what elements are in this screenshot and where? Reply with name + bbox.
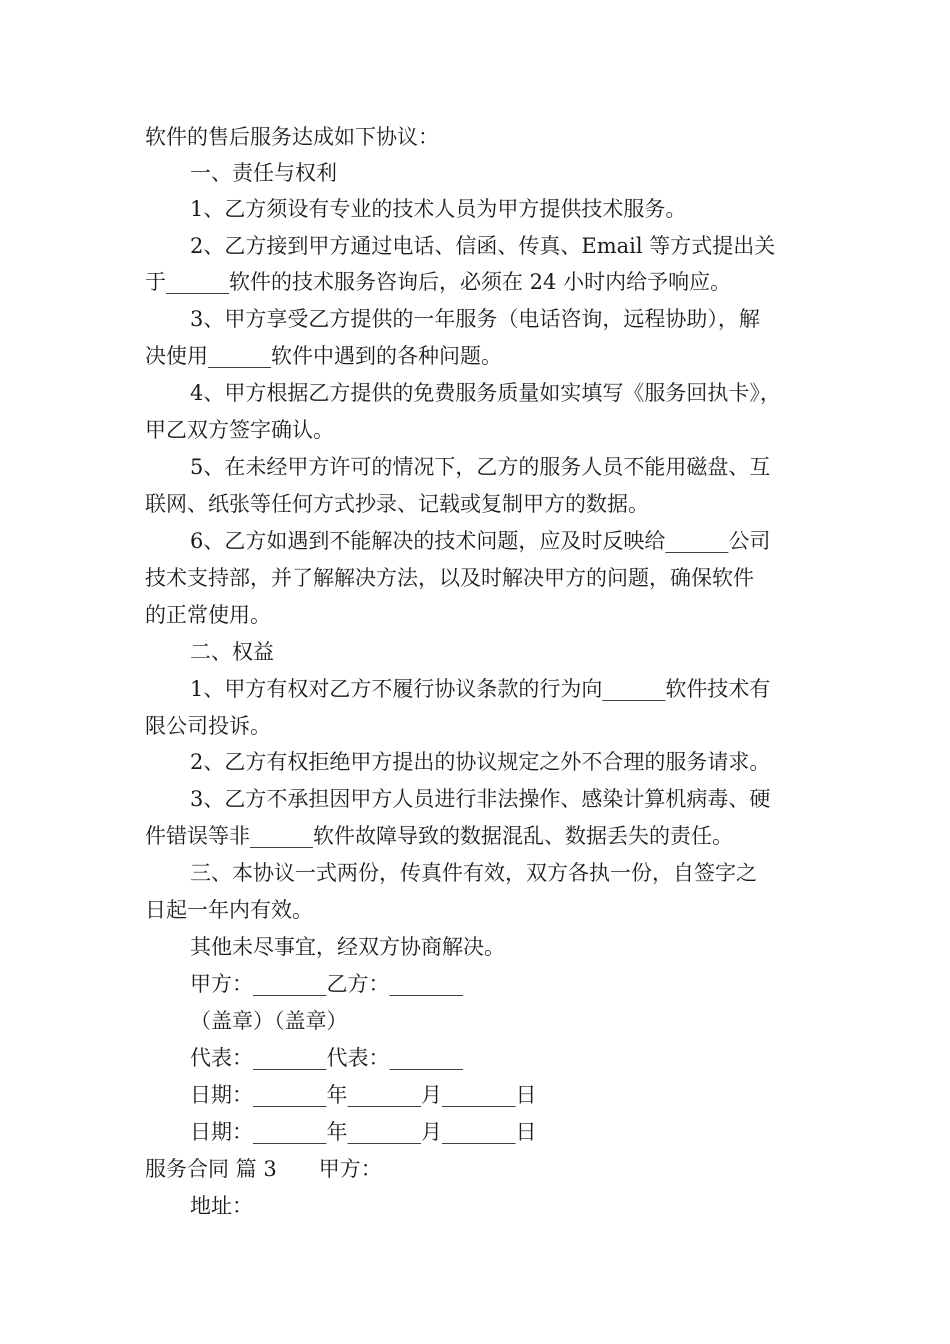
address-line: 地址： (190, 1194, 253, 1218)
date-line-2: 日期：_______年_______月_______日 (190, 1120, 537, 1144)
date-line-1: 日期：_______年_______月_______日 (190, 1083, 537, 1107)
party-signature-line: 甲方：_______乙方：_______ (190, 972, 463, 996)
clause-1-2-line-1: 2、乙方接到甲方通过电话、信函、传真、Email 等方式提出关 (190, 234, 776, 258)
clause-2-3-line-2: 件错误等非______软件故障导致的数据混乱、数据丢失的责任。 (145, 824, 733, 848)
clause-1-4-line-1: 4、甲方根据乙方提供的免费服务质量如实填写《服务回执卡》， (190, 381, 781, 405)
clause-1-3-line-2: 决使用______软件中遇到的各种问题。 (145, 344, 502, 368)
clause-1-6-line-1: 6、乙方如遇到不能解决的技术问题，应及时反映给______公司 (190, 529, 771, 553)
clause-1-2-line-2: 于______软件的技术服务咨询后，必须在 24 小时内给予响应。 (145, 270, 732, 294)
section-heading-1: 一、责任与权利 (190, 161, 337, 185)
clause-1-1: 1、乙方须设有专业的技术人员为甲方提供技术服务。 (190, 197, 687, 221)
contract-3-heading: 服务合同 篇 3 甲方： (145, 1157, 382, 1181)
clause-1-3-line-1: 3、甲方享受乙方提供的一年服务（电话咨询，远程协助），解 (190, 307, 760, 331)
clause-2-1-line-1: 1、甲方有权对乙方不履行协议条款的行为向______软件技术有 (190, 677, 771, 701)
clause-1-4-line-2: 甲乙双方签字确认。 (145, 418, 334, 442)
clause-2-1-line-2: 限公司投诉。 (145, 714, 271, 738)
clause-1-6-line-3: 的正常使用。 (145, 603, 271, 627)
clause-2-2: 2、乙方有权拒绝甲方提出的协议规定之外不合理的服务请求。 (190, 750, 771, 774)
representative-line: 代表：_______代表：_______ (190, 1046, 463, 1070)
section-3-line-1: 三、本协议一式两份，传真件有效，双方各执一份，自签字之 (190, 861, 757, 885)
clause-2-3-line-1: 3、乙方不承担因甲方人员进行非法操作、感染计算机病毒、硬 (190, 787, 771, 811)
clause-1-6-line-2: 技术支持部，并了解解决方法，以及时解决甲方的问题，确保软件 (145, 566, 754, 590)
seal-line: （盖章）（盖章） (190, 1009, 348, 1033)
intro-line: 软件的售后服务达成如下协议： (145, 125, 439, 149)
other-matters: 其他未尽事宜，经双方协商解决。 (190, 935, 505, 959)
section-3-line-2: 日起一年内有效。 (145, 898, 313, 922)
clause-1-5-line-1: 5、在未经甲方许可的情况下，乙方的服务人员不能用磁盘、互 (190, 455, 771, 479)
clause-1-5-line-2: 联网、纸张等任何方式抄录、记载或复制甲方的数据。 (145, 492, 649, 516)
section-heading-2: 二、权益 (190, 640, 274, 664)
